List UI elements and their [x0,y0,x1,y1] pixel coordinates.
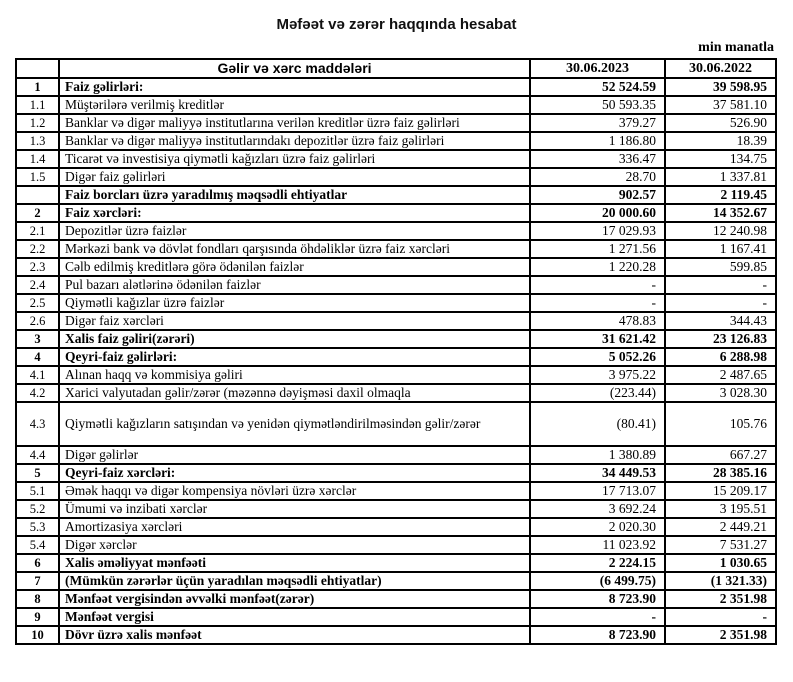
table-body [16,78,776,644]
value-30-06-2022: 14 352.67 [665,204,776,222]
row-number: 1 [16,78,59,96]
value-30-06-2022: 344.43 [665,312,776,330]
table-row [16,150,776,168]
row-number: 3 [16,330,59,348]
table-row [16,572,776,590]
row-label: Banklar və digər maliyyə institutlarına verilən kreditlər üzrə faiz gəlirləri [59,114,530,132]
value-30-06-2022: - [665,294,776,312]
value-30-06-2022: 28 385.16 [665,464,776,482]
row-number: 8 [16,590,59,608]
value-30-06-2023: 478.83 [530,312,665,330]
row-label: Xalis əməliyyat mənfəəti [59,554,530,572]
value-30-06-2022: 3 195.51 [665,500,776,518]
value-30-06-2023: 3 975.22 [530,366,665,384]
value-30-06-2023: 17 029.93 [530,222,665,240]
row-label: Faiz gəlirləri: [59,78,530,96]
row-label: Əmək haqqı və digər kompensiya növləri üzrə xərclər [59,482,530,500]
value-30-06-2023: 34 449.53 [530,464,665,482]
row-number: 1.5 [16,168,59,186]
row-number: 4.2 [16,384,59,402]
row-number: 2.5 [16,294,59,312]
table-row [16,554,776,572]
value-30-06-2022: 1 030.65 [665,554,776,572]
row-label: Faiz xərcləri: [59,204,530,222]
value-30-06-2022: 39 598.95 [665,78,776,96]
value-30-06-2022: 2 487.65 [665,366,776,384]
table-row [16,96,776,114]
header-cell-date-2023: 30.06.2023 [530,59,665,78]
row-label: Faiz borcları üzrə yaradılmış məqsədli ehtiyatlar [59,186,530,204]
row-number: 5 [16,464,59,482]
row-number: 2.3 [16,258,59,276]
table-row [16,384,776,402]
row-label: Ticarət və investisiya qiymətli kağızları üzrə faiz gəlirləri [59,150,530,168]
row-label: Dövr üzrə xalis mənfəət [59,626,530,644]
row-label: Xarici valyutadan gəlir/zərər (məzənnə dəyişməsi daxil olmaqla [59,384,530,402]
row-number: 2.6 [16,312,59,330]
row-number: 4.3 [16,402,59,446]
value-30-06-2023: - [530,608,665,626]
row-number: 4.4 [16,446,59,464]
row-label: Amortizasiya xərcləri [59,518,530,536]
table-row [16,608,776,626]
row-number: 2 [16,204,59,222]
row-number: 5.1 [16,482,59,500]
table-row [16,168,776,186]
profit-loss-table [15,58,777,645]
row-number: 1.2 [16,114,59,132]
value-30-06-2023: (80.41) [530,402,665,446]
table-row [16,464,776,482]
row-label: Alınan haqq və kommisiya gəliri [59,366,530,384]
value-30-06-2023: 1 220.28 [530,258,665,276]
table-row [16,348,776,366]
value-30-06-2023: 1 271.56 [530,240,665,258]
value-30-06-2022: 2 351.98 [665,626,776,644]
value-30-06-2023: 8 723.90 [530,590,665,608]
row-label: Digər faiz xərcləri [59,312,530,330]
value-30-06-2022: 526.90 [665,114,776,132]
value-30-06-2023: 28.70 [530,168,665,186]
value-30-06-2023: 5 052.26 [530,348,665,366]
row-label: Mənfəət vergisi [59,608,530,626]
row-number: 7 [16,572,59,590]
row-number: 5.2 [16,500,59,518]
value-30-06-2023: 2 224.15 [530,554,665,572]
row-label: Mərkəzi bank və dövlət fondları qarşısında öhdəliklər üzrə faiz xərcləri [59,240,530,258]
row-number [16,186,59,204]
row-label: Digər xərclər [59,536,530,554]
row-number: 10 [16,626,59,644]
table-row [16,536,776,554]
table-row [16,366,776,384]
table-row [16,330,776,348]
table-row [16,482,776,500]
value-30-06-2023: 31 621.42 [530,330,665,348]
value-30-06-2022: (1 321.33) [665,572,776,590]
row-label: Qeyri-faiz xərcləri: [59,464,530,482]
value-30-06-2023: (6 499.75) [530,572,665,590]
value-30-06-2023: 17 713.07 [530,482,665,500]
table-row [16,402,776,446]
table-row [16,132,776,150]
value-30-06-2023: 8 723.90 [530,626,665,644]
row-label: Depozitlər üzrə faizlər [59,222,530,240]
row-label: Qiymətli kağızların satışından və yenidən qiymətləndirilməsindən gəlir/zərər [59,402,530,446]
row-label: Müştərilərə verilmiş kreditlər [59,96,530,114]
row-label: Ümumi və inzibati xərclər [59,500,530,518]
value-30-06-2022: 134.75 [665,150,776,168]
row-label: Banklar və digər maliyyə institutlarındakı depozitlər üzrə faiz gəlirləri [59,132,530,150]
value-30-06-2023: 336.47 [530,150,665,168]
row-label: Qiymətli kağızlar üzrə faizlər [59,294,530,312]
row-number: 1.1 [16,96,59,114]
value-30-06-2022: 599.85 [665,258,776,276]
row-label: Qeyri-faiz gəlirləri: [59,348,530,366]
value-30-06-2022: 2 449.21 [665,518,776,536]
row-number: 6 [16,554,59,572]
row-label: Cəlb edilmiş kreditlərə görə ödənilən faizlər [59,258,530,276]
value-30-06-2023: - [530,294,665,312]
value-30-06-2022: 7 531.27 [665,536,776,554]
value-30-06-2022: 105.76 [665,402,776,446]
row-number: 9 [16,608,59,626]
value-30-06-2022: 37 581.10 [665,96,776,114]
table-row [16,78,776,96]
table-row [16,590,776,608]
header-cell-number [16,59,59,78]
row-number: 1.4 [16,150,59,168]
value-30-06-2022: 1 167.41 [665,240,776,258]
value-30-06-2022: 12 240.98 [665,222,776,240]
row-label: Digər faiz gəlirləri [59,168,530,186]
value-30-06-2022: 15 209.17 [665,482,776,500]
value-30-06-2023: (223.44) [530,384,665,402]
table-row [16,626,776,644]
value-30-06-2022: 6 288.98 [665,348,776,366]
row-label: Xalis faiz gəliri(zərəri) [59,330,530,348]
table-row [16,186,776,204]
header-cell-date-2022: 30.06.2022 [665,59,776,78]
value-30-06-2022: 2 119.45 [665,186,776,204]
value-30-06-2023: 11 023.92 [530,536,665,554]
value-30-06-2022: - [665,608,776,626]
table-row [16,222,776,240]
value-30-06-2023: - [530,276,665,294]
value-30-06-2023: 50 593.35 [530,96,665,114]
value-30-06-2023: 1 186.80 [530,132,665,150]
row-number: 5.4 [16,536,59,554]
value-30-06-2023: 3 692.24 [530,500,665,518]
table-row [16,446,776,464]
row-number: 5.3 [16,518,59,536]
value-30-06-2023: 1 380.89 [530,446,665,464]
value-30-06-2023: 2 020.30 [530,518,665,536]
header-cell-items: Gəlir və xərc maddələri [59,59,530,78]
value-30-06-2023: 20 000.60 [530,204,665,222]
table-row [16,312,776,330]
row-label: (Mümkün zərərlər üçün yaradılan məqsədli ehtiyatlar) [59,572,530,590]
table-row [16,204,776,222]
value-30-06-2022: 18.39 [665,132,776,150]
row-number: 4 [16,348,59,366]
row-label: Pul bazarı alətlərinə ödənilən faizlər [59,276,530,294]
row-number: 1.3 [16,132,59,150]
row-label: Mənfəət vergisindən əvvəlki mənfəət(zərər) [59,590,530,608]
value-30-06-2022: - [665,276,776,294]
value-30-06-2022: 23 126.83 [665,330,776,348]
unit-label: min manatla [698,40,774,55]
value-30-06-2022: 2 351.98 [665,590,776,608]
table-row [16,114,776,132]
row-number: 2.4 [16,276,59,294]
row-number: 4.1 [16,366,59,384]
row-number: 2.1 [16,222,59,240]
table-header [16,59,776,78]
value-30-06-2022: 1 337.81 [665,168,776,186]
table-row [16,500,776,518]
value-30-06-2023: 52 524.59 [530,78,665,96]
table-row [16,518,776,536]
table-row [16,240,776,258]
row-number: 2.2 [16,240,59,258]
row-label: Digər gəlirlər [59,446,530,464]
table-row [16,294,776,312]
table-row [16,258,776,276]
header-row [16,59,776,78]
table-row [16,276,776,294]
value-30-06-2022: 667.27 [665,446,776,464]
value-30-06-2022: 3 028.30 [665,384,776,402]
value-30-06-2023: 902.57 [530,186,665,204]
page-title: Məfəət və zərər haqqında hesabat [276,16,517,33]
value-30-06-2023: 379.27 [530,114,665,132]
